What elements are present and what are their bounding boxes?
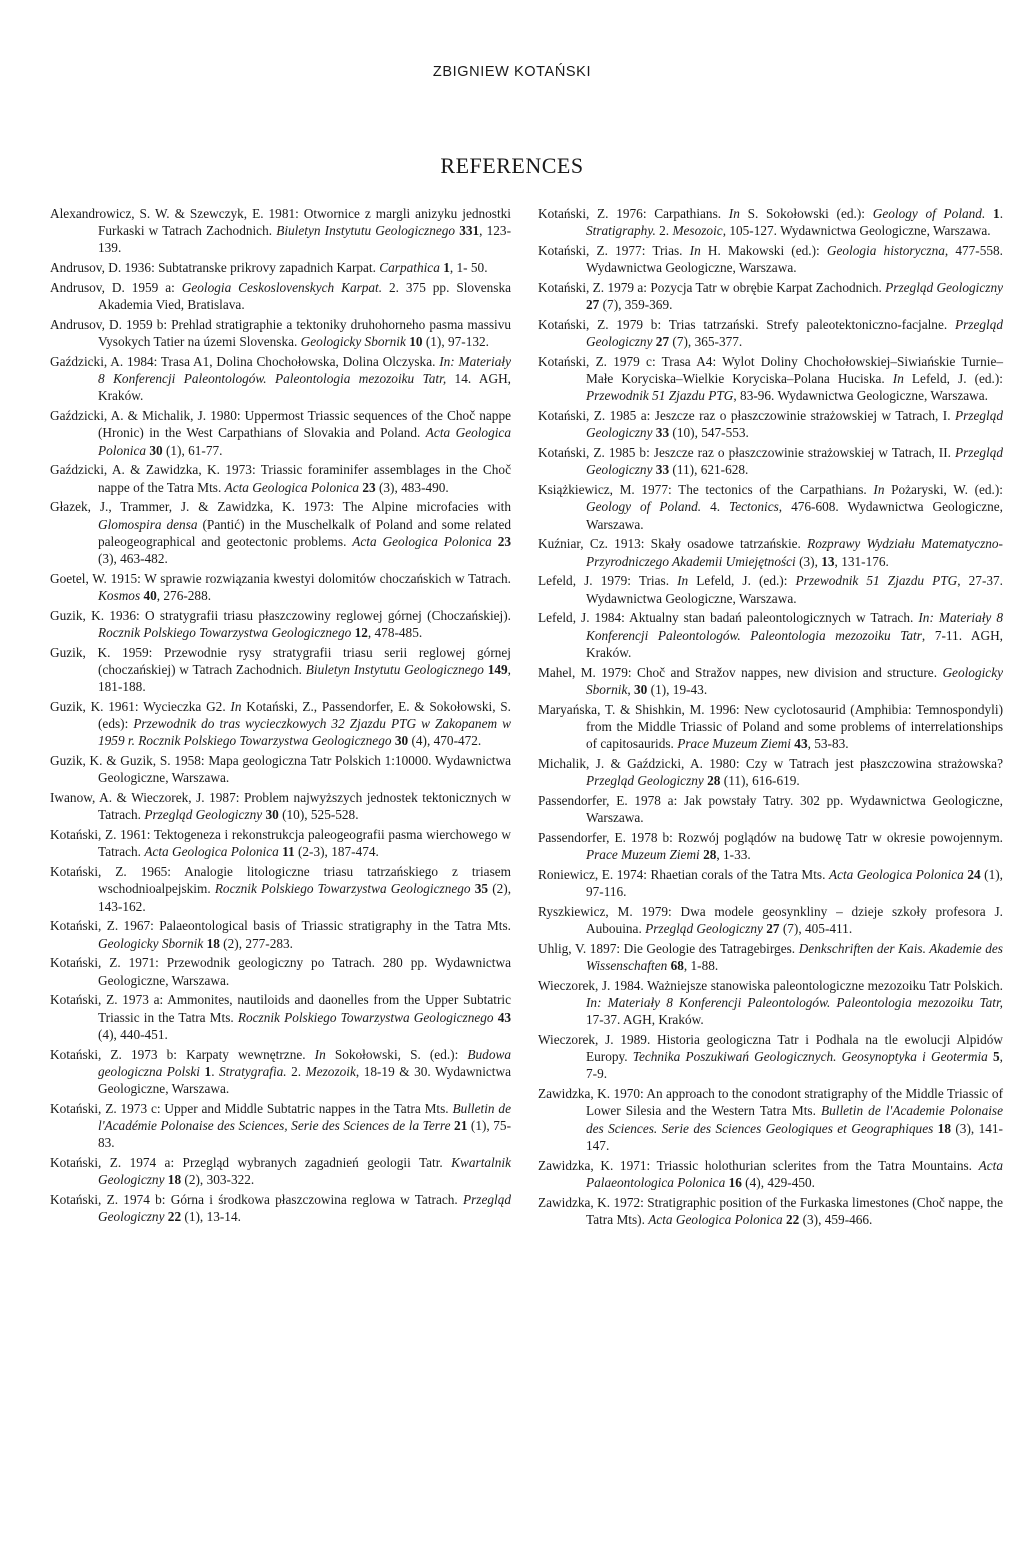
running-head: ZBIGNIEW KOTAŃSKI	[432, 64, 592, 80]
reference-entry: Kotański, Z. 1985 b: Jeszcze raz o płaszczowinie strażowskiej w Tatrach, II. Przegląd Geologiczny 33 (11), 621-628.	[538, 445, 1003, 478]
reference-entry: Kotański, Z. 1973 c: Upper and Middle Subtatric nappes in the Tatra Mts. Bulletin de l'Académie Polonaise des Sciences, Serie des Sciences de la Terre 21 (1), 75-83.	[50, 1100, 512, 1151]
reference-entry: Zawidzka, K. 1970: An approach to the conodont stratigraphy of the Middle Triassic of Lower Silesia and the Western Tatra Mts. Bulletin de l'Academie Polonaise des Sciences. Serie des Sciences Geologiques et Geographiques 18 (3), 141-147.	[538, 1086, 1004, 1153]
reference-entry: Guzik, K. 1959: Przewodnie rysy stratygrafii triasu serii reglowej górnej (choczańskiej) w Tatrach Zachodnich. Biuletyn Instytutu Geologicznego 149, 181-188.	[50, 644, 511, 695]
reference-entry: Andrusov, D. 1936: Subtatranske prikrovy zapadnich Karpat. Carpathica 1, 1- 50.	[50, 260, 488, 276]
reference-entry: Maryańska, T. & Shishkin, M. 1996: New cyclotosaurid (Amphibia: Temnospondyli) from the Middle Triassic of Poland and some problems of interrelationships of capitosaurids. Prace Muzeum Ziemi 43, 53-83.	[538, 701, 1003, 752]
reference-entry: Andrusov, D. 1959 a: Geologia Ceskoslovenskych Karpat. 2. 375 pp. Slovenska Akademia Vied, Bratislava.	[50, 280, 511, 313]
reference-entry: Kotański, Z. 1979 c: Trasa A4: Wylot Doliny Chochołowskiej–Siwiańskie Turnie–Małe Koryciska–Wielkie Koryciska–Polana Huciska. In Lefeld, J. (ed.): Przewodnik 51 Zjazdu PTG, 83-96. Wydawnictwa Geologiczne, Warszawa.	[538, 354, 1003, 404]
reference-entry: Wieczorek, J. 1984. Ważniejsze stanowiska paleontologiczne mezozoiku Tatr Polskich. In: Materiały 8 Konferencji Paleontologów. Paleontologia mezozoiku Tatr, 17-37. AGH, Kraków.	[538, 977, 1003, 1028]
reference-entry: Kotański, Z. 1967: Palaeontological basis of Triassic stratigraphy in the Tatra Mts. Geologicky Sbornik 18 (2), 277-283.	[50, 918, 511, 951]
reference-entry: Alexandrowicz, S. W. & Szewczyk, E. 1981: Otwornice z margli anizyku jednostki Furkaski w Tatrach Zachodnich. Biuletyn Instytutu Geologicznego 331, 123-139.	[50, 206, 512, 256]
reference-entry: Głazek, J., Trammer, J. & Zawidzka, K. 1973: The Alpine microfacies with Glomospira densa (Pantić) in the Muschelkalk of Poland and some related paleogeographical and geotectonic problems. Acta Geologica Polonica 23 (3), 463-482.	[50, 499, 512, 567]
reference-entry: Guzik, K. 1961: Wycieczka G2. In Kotański, Z., Passendorfer, E. & Sokołowski, S. (eds): Przewodnik do tras wycieczkowych 32 Zjazdu PTG w Zakopanem w 1959 r. Rocznik Polskiego Towarzystwa Geologicznego 30 (4), 470-472.	[50, 699, 511, 749]
reference-entry: Uhlig, V. 1897: Die Geologie des Tatragebirges. Denkschriften der Kais. Akademie des Wissenschaften 68, 1-88.	[538, 940, 1003, 974]
reference-entry: Andrusov, D. 1959 b: Prehlad stratigraphie a tektoniky druhohorneho pasma massivu Vysokych Tatier na územi Slovenska. Geologicky Sbornik 10 (1), 97-132.	[50, 317, 511, 350]
references-column-right	[538, 205, 1003, 1231]
reference-entry: Kotański, Z. 1979 a: Pozycja Tatr w obrębie Karpat Zachodnich. Przegląd Geologiczny 27 (7), 359-369.	[538, 280, 1003, 313]
reference-entry: Kotański, Z. 1973 a: Ammonites, nautiloids and daonelles from the Upper Subtatric Triassic in the Tatra Mts. Rocznik Polskiego Towarzystwa Geologicznego 43 (4), 440-451.	[50, 992, 511, 1042]
reference-entry: Passendorfer, E. 1978 b: Rozwój poglądów na budowę Tatr w okresie powojennym. Prace Muzeum Ziemi 28, 1-33.	[538, 829, 1003, 863]
reference-entry: Michalik, J. & Gaździcki, A. 1980: Czy w Tatrach jest płaszczowina strażowska? Przegląd Geologiczny 28 (11), 616-619.	[538, 755, 1003, 789]
reference-entry: Kotański, Z. 1985 a: Jeszcze raz o płaszczowinie strażowskiej w Tatrach, I. Przegląd Geologiczny 33 (10), 547-553.	[538, 408, 1003, 441]
reference-entry: Passendorfer, E. 1978 a: Jak powstały Tatry. 302 pp. Wydawnictwa Geologiczne, Warszawa.	[538, 792, 1003, 826]
reference-entry: Mahel, M. 1979: Choč and Stražov nappes, new division and structure. Geologicky Sbornik, 30 (1), 19-43.	[538, 664, 1003, 697]
reference-entry: Książkiewicz, M. 1977: The tectonics of the Carpathians. In Pożaryski, W. (ed.): Geology of Poland. 4. Tectonics, 476-608. Wydawnictwa Geologiczne, Warszawa.	[538, 482, 1004, 532]
reference-entry: Zawidzka, K. 1972: Stratigraphic position of the Furkaska limestones (Choč nappe, the Tatra Mts). Acta Geologica Polonica 22 (3), 459-466.	[538, 1194, 1003, 1227]
reference-entry: Lefeld, J. 1979: Trias. In Lefeld, J. (ed.): Przewodnik 51 Zjazdu PTG, 27-37. Wydawnictwa Geologiczne, Warszawa.	[538, 573, 1003, 606]
references-column-left	[50, 205, 511, 1228]
reference-entry: Iwanow, A. & Wieczorek, J. 1987: Problem najwyższych jednostek tektonicznych w Tatrach. Przegląd Geologiczny 30 (10), 525-528.	[50, 790, 511, 823]
section-title: REFERENCES	[440, 153, 584, 178]
reference-entry: Ryszkiewicz, M. 1979: Dwa modele geosynkliny – dzieje szkoły profesora J. Aubouina. Przegląd Geologiczny 27 (7), 405-411.	[538, 903, 1003, 937]
reference-entry: Kuźniar, Cz. 1913: Skały osadowe tatrzańskie. Rozprawy Wydziału Matematyczno-Przyrodniczego Akademii Umiejętności (3), 13, 131-176.	[538, 536, 1003, 569]
reference-entry: Zawidzka, K. 1971: Triassic holothurian sclerites from the Tatra Mountains. Acta Palaeontologica Polonica 16 (4), 429-450.	[538, 1157, 1003, 1190]
reference-entry: Lefeld, J. 1984: Aktualny stan badań paleontologicznych w Tatrach. In: Materiały 8 Konferencji Paleontologów. Paleontologia mezozoiku Tatr, 7-11. AGH, Kraków.	[538, 610, 1003, 660]
reference-entry: Guzik, K. & Guzik, S. 1958: Mapa geologiczna Tatr Polskich 1:10000. Wydawnictwa Geologiczne, Warszawa.	[50, 753, 511, 786]
reference-entry: Goetel, W. 1915: W sprawie rozwiązania kwestyi dolomitów choczańskich w Tatrach. Kosmos 40, 276-288.	[50, 570, 511, 604]
reference-entry: Kotański, Z. 1961: Tektogeneza i rekonstrukcja paleogeografii pasma wierchowego w Tatrach. Acta Geologica Polonica 11 (2-3), 187-474.	[50, 827, 511, 860]
reference-entry: Kotański, Z. 1976: Carpathians. In S. Sokołowski (ed.): Geology of Poland. 1. Stratigraphy. 2. Mesozoic, 105-127. Wydawnictwa Geologiczne, Warszawa.	[538, 206, 1004, 239]
reference-entry: Kotański, Z. 1965: Analogie litologiczne triasu tatrzańskiego z triasem wschodnioalpejskim. Rocznik Polskiego Towarzystwa Geologicznego 35 (2), 143-162.	[50, 864, 512, 914]
reference-entry: Wieczorek, J. 1989. Historia geologiczna Tatr i Podhala na tle ewolucji Alpidów Europy. Technika Poszukiwań Geologicznych. Geosynoptyka i Geotermia 5, 7-9.	[538, 1032, 1003, 1082]
reference-entry: Kotański, Z. 1973 b: Karpaty wewnętrzne. In Sokołowski, S. (ed.): Budowa geologiczna Polski 1. Stratygrafia. 2. Mezozoik, 18-19 & 30. Wydawnictwa Geologiczne, Warszawa.	[50, 1046, 511, 1097]
reference-entry: Kotański, Z. 1979 b: Trias tatrzański. Strefy paleotektoniczno-facjalne. Przegląd Geologiczny 27 (7), 365-377.	[538, 317, 1003, 350]
reference-entry: Roniewicz, E. 1974: Rhaetian corals of the Tatra Mts. Acta Geologica Polonica 24 (1), 97-116.	[538, 866, 1004, 900]
reference-entry: Gaździcki, A. 1984: Trasa A1, Dolina Chochołowska, Dolina Olczyska. In: Materiały 8 Konferencji Paleontologów. Paleontologia mezozoiku Tatr, 14. AGH, Kraków.	[50, 354, 511, 404]
reference-entry: Kotański, Z. 1974 b: Górna i środkowa płaszczowina reglowa w Tatrach. Przegląd Geologiczny 22 (1), 13-14.	[50, 1192, 511, 1225]
reference-entry: Guzik, K. 1936: O stratygrafii triasu płaszczowiny reglowej górnej (Choczańskiej). Rocznik Polskiego Towarzystwa Geologicznego 12, 478-485.	[50, 607, 511, 641]
reference-entry: Gaździcki, A. & Michalik, J. 1980: Uppermost Triassic sequences of the Choč nappe (Hronic) in the West Carpathians of Slovakia and Poland. Acta Geologica Polonica 30 (1), 61-77.	[50, 408, 511, 458]
reference-entry: Gaździcki, A. & Zawidzka, K. 1973: Triassic foraminifer assemblages in the Choč nappe of the Tatra Mts. Acta Geologica Polonica 23 (3), 483-490.	[50, 462, 511, 495]
reference-entry: Kotański, Z. 1971: Przewodnik geologiczny po Tatrach. 280 pp. Wydawnictwa Geologiczne, Warszawa.	[50, 955, 511, 988]
reference-entry: Kotański, Z. 1977: Trias. In H. Makowski (ed.): Geologia historyczna, 477-558. Wydawnictwa Geologiczne, Warszawa.	[538, 243, 1004, 276]
reference-entry: Kotański, Z. 1974 a: Przegląd wybranych zagadnień geologii Tatr. Kwartalnik Geologiczny 18 (2), 303-322.	[50, 1155, 511, 1188]
